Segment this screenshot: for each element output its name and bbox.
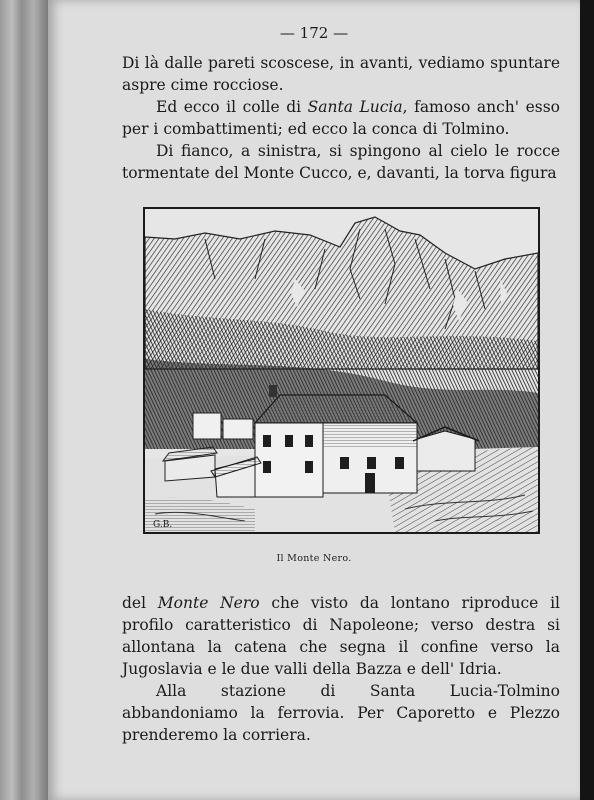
- engraving-image: [145, 209, 538, 532]
- book-spine: [0, 0, 48, 800]
- paragraph-text: , famoso anch' esso per i combattimenti; ed ecco la conca di Tolmino.: [122, 98, 560, 138]
- paragraph-santa-lucia: [122, 96, 560, 140]
- paragraph-text: Ed ecco il colle di: [156, 98, 308, 116]
- page-number: — 172 —: [279, 24, 349, 42]
- bottom-text: [122, 592, 560, 746]
- paragraph-stazione: Alla stazione di Santa Lucia-Tolmino abbandoniamo la ferrovia. Per Caporetto e Plezzo prenderemo la corriera.: [122, 682, 560, 744]
- place-name-italic: Monte Nero: [157, 594, 260, 612]
- paragraph-text: che visto da lontano riproduce il profilo caratteristico di Napoleone; verso destra si allontana la catena che segna il confine verso la Jugoslavia e le due valli della Bazza e dell' Idria.: [122, 594, 560, 678]
- place-name-italic: Santa Lucia: [307, 98, 403, 116]
- figure-caption: Il Monte Nero.: [276, 553, 352, 564]
- artist-signature: G.B.: [153, 520, 173, 530]
- paragraph-text: del: [122, 594, 158, 612]
- paragraph-cime: Di là dalle pareti scoscese, in avanti, vediamo spuntare aspre cime rocciose.: [122, 54, 560, 94]
- top-text: [122, 52, 560, 184]
- page-edge-shadow: [580, 0, 594, 800]
- illustration-monte-nero: [143, 207, 540, 534]
- book-page: [48, 0, 580, 800]
- paragraph-monte-nero: [122, 592, 560, 680]
- paragraph-monte-cucco: Di fianco, a sinistra, si spingono al cielo le rocce tormentate del Monte Cucco, e, davanti, la torva figura: [122, 142, 560, 182]
